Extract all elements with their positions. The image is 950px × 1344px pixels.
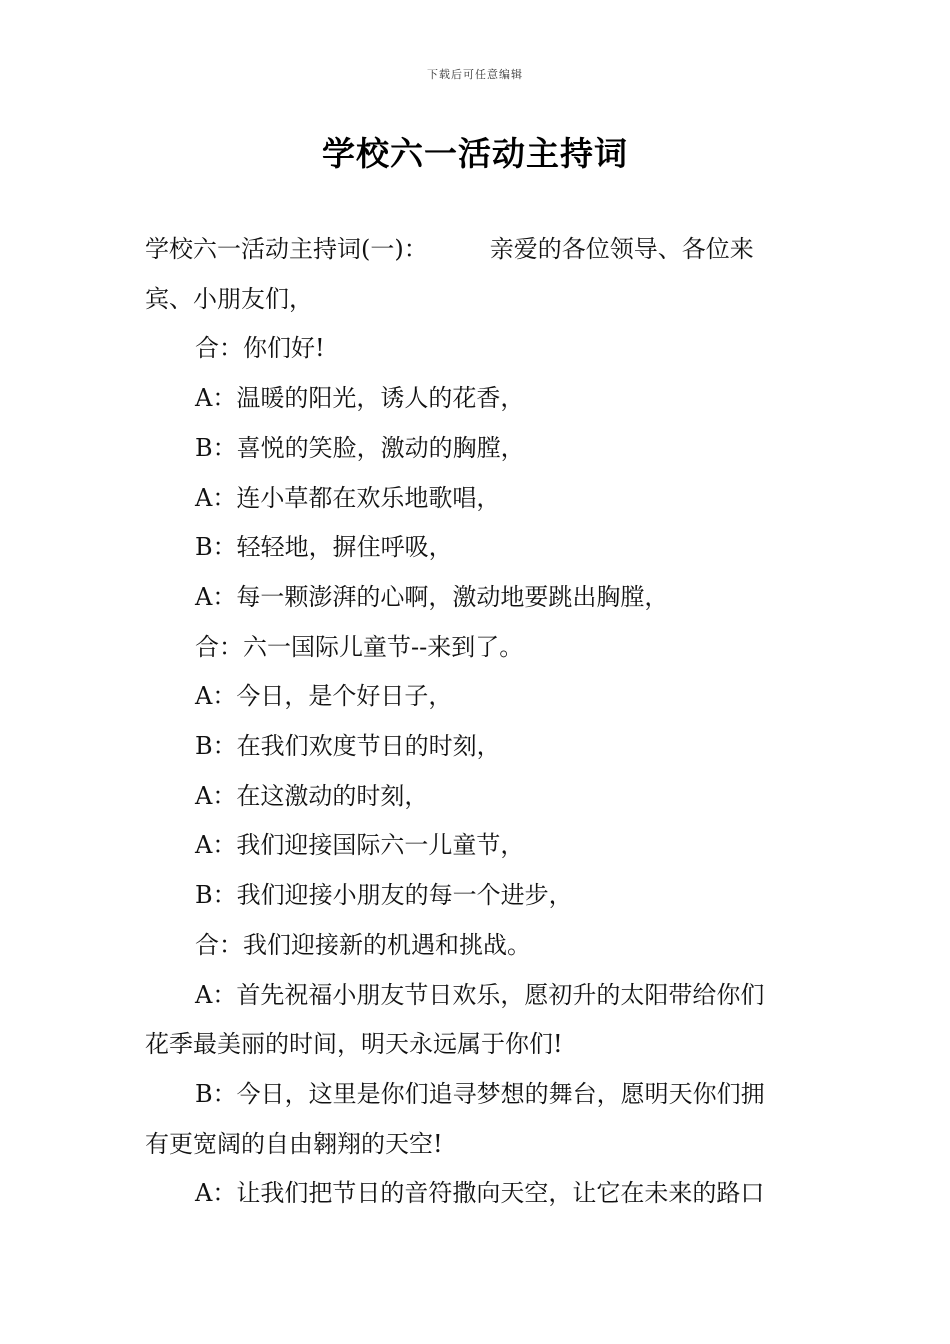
paragraph-line: A：在这激动的时刻， [195, 781, 429, 810]
header-note: 下载后可任意编辑 [427, 68, 523, 81]
paragraph-line: B：喜悦的笑脸，激动的胸膛， [195, 433, 525, 462]
paragraph-line: A：让我们把节日的音符撒向天空，让它在未来的路口 [195, 1179, 765, 1208]
paragraph-line: A：每一颗澎湃的心啊，激动地要跳出胸膛， [195, 582, 669, 611]
paragraph-line: 有更宽阔的自由翱翔的天空! [145, 1129, 443, 1158]
intro-heading: 学校六一活动主持词(一)： [145, 235, 428, 263]
paragraph-line: B：轻轻地，摒住呼吸， [195, 533, 453, 562]
paragraph-line: B：今日，这里是你们追寻梦想的舞台，愿明天你们拥 [195, 1079, 765, 1108]
paragraph-line: 合：我们迎接新的机遇和挑战。 [195, 930, 531, 959]
document-title: 学校六一活动主持词 [322, 134, 628, 173]
paragraph-line: 宾、小朋友们， [145, 284, 313, 313]
paragraph-line [145, 225, 810, 275]
paragraph-line: A：首先祝福小朋友节日欢乐，愿初升的太阳带给你们 [195, 980, 765, 1009]
document-body [145, 225, 810, 1219]
paragraph-line: 合：六一国际儿童节--来到了。 [195, 632, 524, 661]
paragraph-line: 花季最美丽的时间，明天永远属于你们! [145, 1030, 563, 1059]
paragraph-line: B：在我们欢度节日的时刻， [195, 732, 501, 761]
paragraph-line: A：连小草都在欢乐地歌唱， [195, 483, 501, 512]
greeting-text: 亲爱的各位领导、各位来 [489, 235, 754, 263]
paragraph-line: B：我们迎接小朋友的每一个进步， [195, 881, 573, 910]
paragraph-line: A：我们迎接国际六一儿童节， [195, 831, 525, 860]
paragraph-line: A：今日，是个好日子， [195, 682, 453, 711]
paragraph-line: A：温暖的阳光，诱人的花香， [195, 384, 525, 413]
paragraph-line: 合：你们好! [195, 334, 325, 363]
